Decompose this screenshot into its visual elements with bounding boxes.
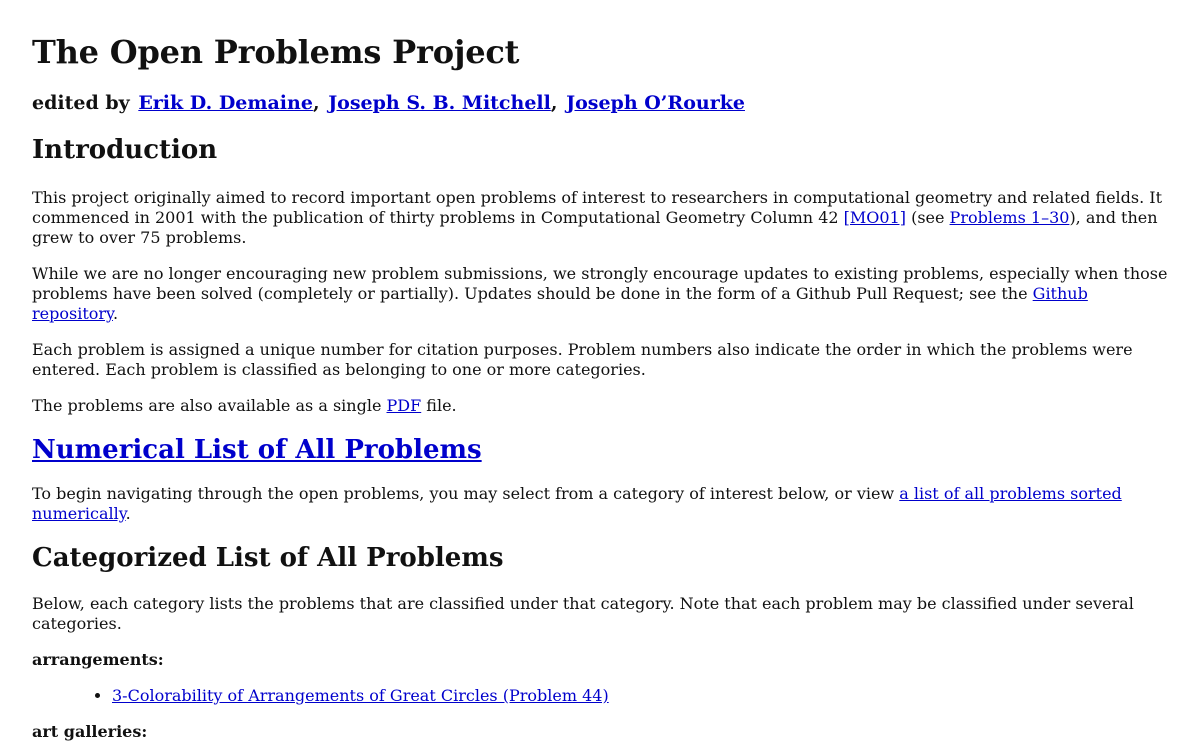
category-label-art-galleries: art galleries: xyxy=(32,722,148,741)
editor-link-orourke[interactable]: Joseph O’Rourke xyxy=(566,92,745,114)
problems-1-30-link[interactable]: Problems 1–30 xyxy=(949,208,1070,227)
introduction-heading: Introduction xyxy=(32,135,218,165)
sorted-numerically-link[interactable]: a list of all problems sorted numerically xyxy=(32,484,1122,523)
numerical-list-link[interactable]: Numerical List of All Problems xyxy=(32,435,482,465)
pdf-link[interactable]: PDF xyxy=(386,396,422,415)
categorized-list-heading: Categorized List of All Problems xyxy=(32,543,504,573)
list-item xyxy=(112,686,1168,706)
intro-paragraph-3: Each problem is assigned a unique number for citation purposes. Problem numbers also indicate the order in which the problems were entered. Each problem is classified as belonging to one or more categories. xyxy=(32,340,1133,379)
numerical-list-heading xyxy=(32,434,1168,466)
intro-paragraph-1: This project originally aimed to record important open problems of interest to researchers in computational geometry and related fields. It commenced in 2001 with the publication of thirty problems in Computational Geometry Column 42 [MO01] (see Problems 1–30), and then grew to over 75 problems. xyxy=(32,188,1163,247)
intro-paragraph-2: While we are no longer encouraging new problem submissions, we strongly encourage updates to existing problems, especially when those problems have been solved (completely or partially). Updates should be done in the form of a Github Pull Request; see the Github repository. xyxy=(32,264,1168,323)
category-label-arrangements: arrangements: xyxy=(32,650,164,669)
category-list-arrangements xyxy=(32,686,1168,706)
problem-44-link[interactable]: 3-Colorability of Arrangements of Great Circles (Problem 44) xyxy=(112,686,609,705)
editor-link-mitchell[interactable]: Joseph S. B. Mitchell xyxy=(328,92,551,114)
intro-paragraph-4: The problems are also available as a single PDF file. xyxy=(32,396,457,415)
editor-link-demaine[interactable]: Erik D. Demaine xyxy=(138,92,313,114)
mo01-citation-link[interactable]: [MO01] xyxy=(843,208,906,227)
numerical-paragraph: To begin navigating through the open problems, you may select from a category of interest below, or view a list of all problems sorted numerically. xyxy=(32,484,1122,523)
editors-line: edited by Erik D. Demaine, Joseph S. B. Mitchell, Joseph O’Rourke xyxy=(32,92,745,114)
categorized-paragraph: Below, each category lists the problems that are classified under that category. Note that each problem may be classified under several categories. xyxy=(32,594,1134,633)
page-title: The Open Problems Project xyxy=(32,33,520,71)
github-repository-link[interactable]: Github repository xyxy=(32,284,1088,323)
editors-prefix: edited by xyxy=(32,92,130,114)
